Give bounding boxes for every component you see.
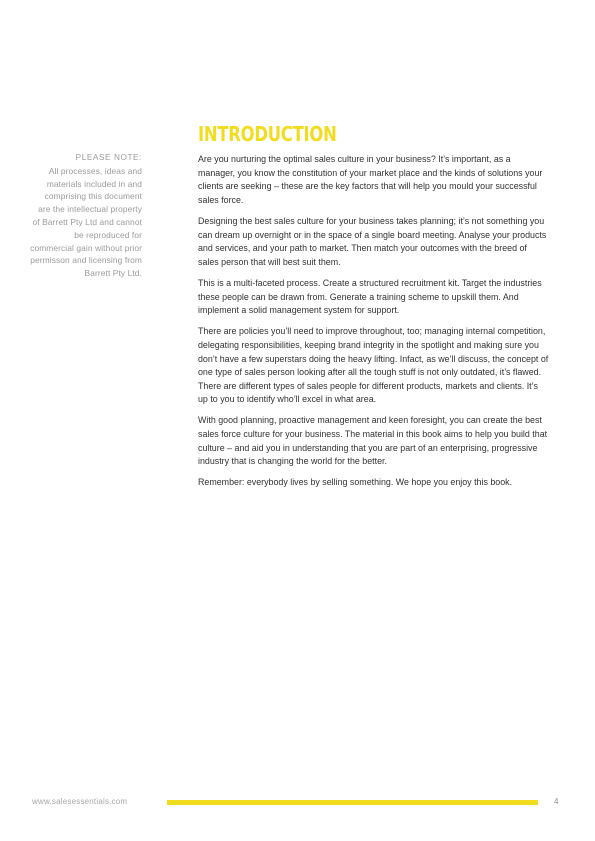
- paragraph: Are you nurturing the optimal sales culture in your business? It’s important, as a manager, you know the constitution of your market place and the kinds of solutions your clients are seeking – these are the key factors that will help you mould your successful sales force.: [198, 154, 543, 205]
- please-note-sidebar: [30, 152, 142, 280]
- footer-website-link[interactable]: www.salesessentials.com: [32, 797, 128, 806]
- footer-accent-bar: [167, 800, 538, 805]
- paragraph: This is a multi-faceted process. Create a structured recruitment kit. Target the industries these people can be drawn from. Generate a training scheme to upskill them. And implement a solid management system for support.: [198, 277, 542, 316]
- paragraph: With good planning, proactive management and keen foresight, you can create the best sales force culture for your business. The material in this book aims to help you build that culture – and aid you in understanding that you are part of an enterprising, progressive industry that is changing the world for the better.: [198, 415, 548, 467]
- please-note-title: PLEASE NOTE:: [75, 153, 142, 162]
- paragraph: Remember: everybody lives by selling something. We hope you enjoy this book.: [198, 477, 513, 488]
- paragraph: There are policies you’ll need to improve throughout, too; managing internal competition, delegating responsibilities, keeping brand integrity in the spotlight and making sure you don’t have a few superstars doing the heavy lifting. Infact, as we’ll discuss, the concept of one type of sales person looking after all the tough stuff is not only outdated, it’s flawed. There are different types of sales people for different products, markets and clients. It’s up to you to identify who’ll excel in what area.: [198, 326, 549, 405]
- please-note-body: All processes, ideas and materials included in and comprising this document are the intellectual property of Barrett Pty Ltd and cannot be reproduced for commercial gain without prior permisson and licensing from Barrett Pty Ltd.: [30, 165, 142, 279]
- section-heading: INTRODUCTION: [198, 122, 337, 146]
- introduction-body: [198, 153, 550, 498]
- page-number: 4: [554, 797, 559, 806]
- paragraph: Designing the best sales culture for your business takes planning; it’s not something you can dream up overnight or in the space of a single board meeting. Analyse your products and services, and your path to market. Then match your outcomes with the breed of sales person that will best suit them.: [198, 215, 547, 267]
